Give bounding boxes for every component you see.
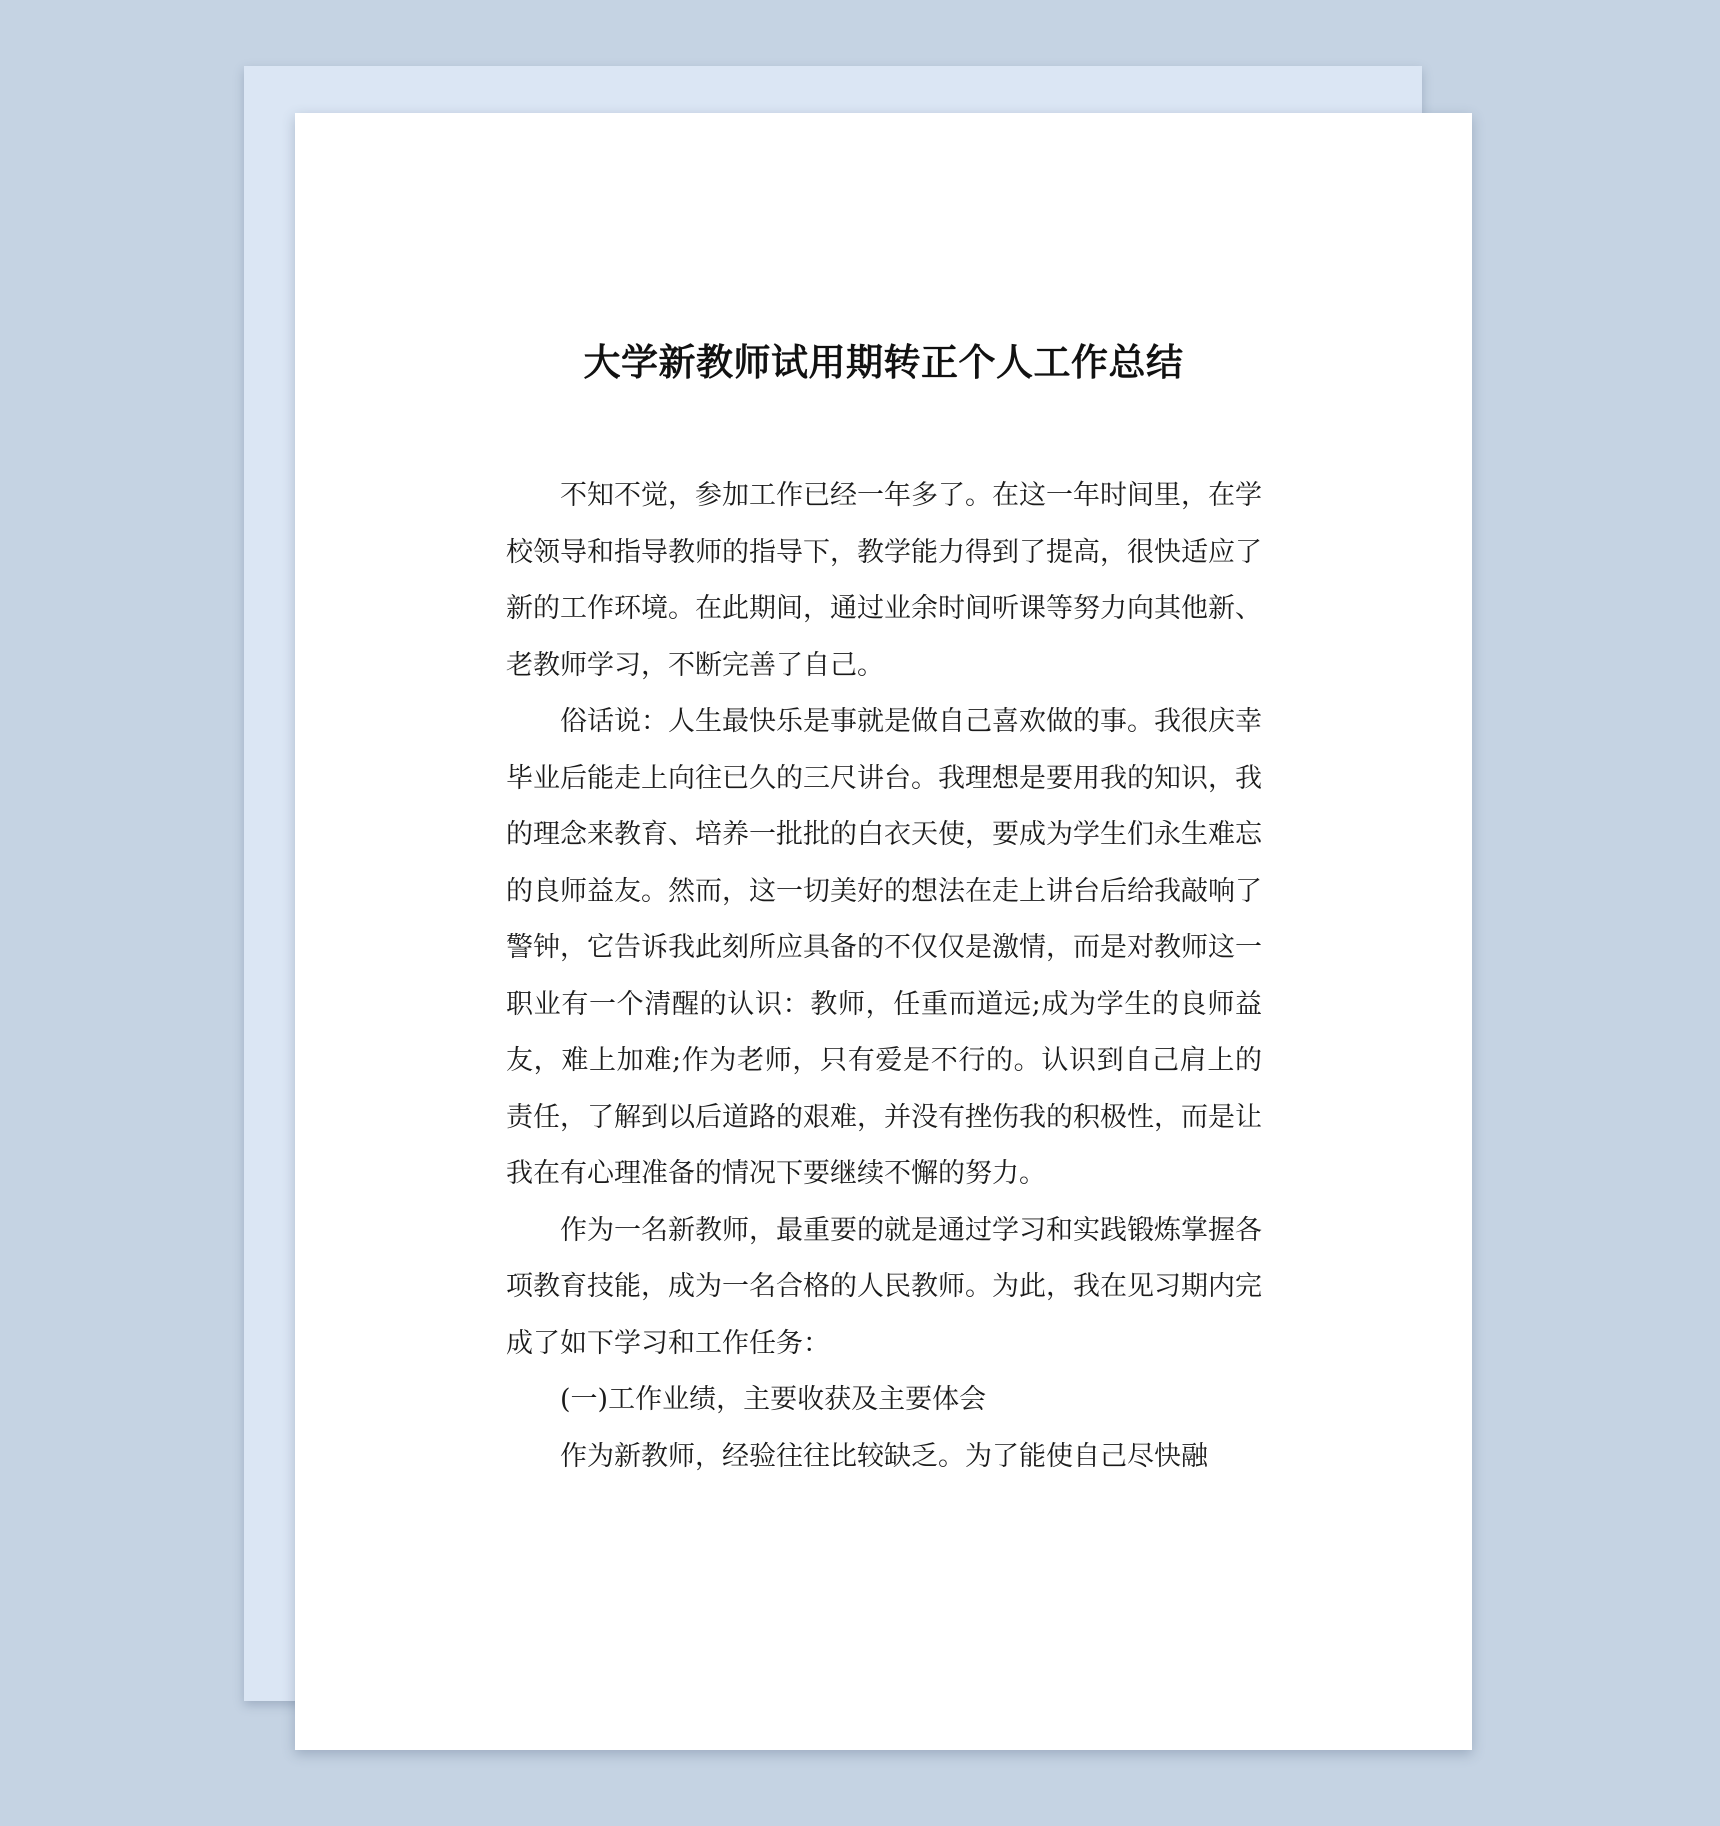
paragraph-new-teacher: 作为一名新教师，最重要的就是通过学习和实践锻炼掌握各项教育技能，成为一名合格的人民教师。为此，我在见习期内完成了如下学习和工作任务： [506, 1214, 1262, 1359]
document-body [506, 468, 1262, 1485]
section-heading: (一)工作业绩，主要收获及主要体会 [560, 1384, 987, 1415]
paragraph-intro: 不知不觉，参加工作已经一年多了。在这一年时间里，在学校领导和指导教师的指导下，教学能力得到了提高，很快适应了新的工作环境。在此期间，通过业余时间听课等努力向其他新、老教师学习，不断完善了自己。 [506, 480, 1262, 681]
document-title: 大学新教师试用期转正个人工作总结 [583, 341, 1184, 384]
paragraph-experience: 作为新教师，经验往往比较缺乏。为了能使自己尽快融 [560, 1440, 1208, 1472]
document-page [295, 113, 1472, 1750]
paragraph-saying: 俗话说：人生最快乐是事就是做自己喜欢做的事。我很庆幸毕业后能走上向往已久的三尺讲台。我理想是要用我的知识，我的理念来教育、培养一批批的白衣天使，要成为学生们永生难忘的良师益友。然而，这一切美好的想法在走上讲台后给我敲响了警钟，它告诉我此刻所应具备的不仅仅是激情，而是对教师这一职业有一个清醒的认识：教师，任重而道远;成为学生的良师益友，难上加难;作为老师，只有爱是不行的。认识到自己肩上的责任，了解到以后道路的艰难，并没有挫伤我的积极性，而是让我在有心理准备的情况下要继续不懈的努力。 [506, 706, 1262, 1189]
